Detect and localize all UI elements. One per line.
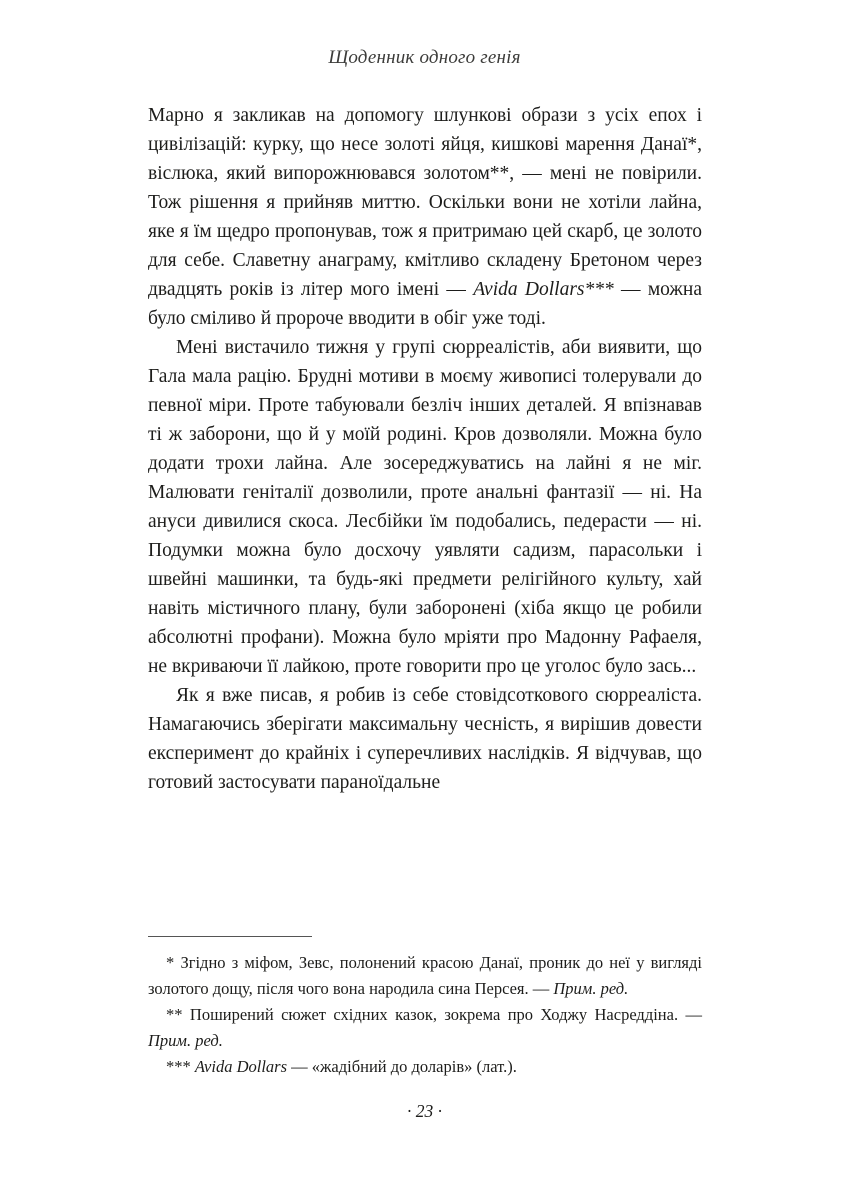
paragraph	[148, 333, 702, 681]
text-segment: — «жадібний до доларів» (лат.).	[287, 1057, 517, 1076]
footnote	[148, 1054, 702, 1080]
text-segment: ** Поширений сюжет східних казок, зокрема про Ходжу Насреддіна. —	[166, 1005, 702, 1024]
text-segment: Мені вистачило тижня у групі сюрреалістів, аби виявити, що Гала мала рацію. Брудні мотиви в моєму живописі толерували до певної міри. Проте табуювали безліч інших деталей. Я впізнавав ті ж заборони, що й у моїй родині. Кров дозволяли. Можна було додати трохи лайна. Але зосереджуватись на лайні я не міг. Малювати геніталії дозволили, проте анальні фантазії — ні. На ануси дивилися скоса. Лесбійки їм подобались, педерасти — ні. Подумки можна було досхочу уявляти садизм, парасольки і швейні машинки, та будь-які предмети релігійного культу, хай навіть містичного плану, були заборонені (хіба якщо це робили абсолютні профани). Можна було мріяти про Мадонну Рафаеля, не вкриваючи її лайкою, проте говорити про це уголос було зась...	[148, 337, 702, 677]
text-segment-italic: Avida Dollars	[194, 1057, 288, 1076]
text-segment: Марно я закликав на допомогу шлункові образи з усіх епох і цивілізацій: курку, що несе золоті яйця, кишкові марення Данаї*, віслюка, який випорожнювався золотом**, — мені не повірили. Тож рішення я прийняв миттю. Оскільки вони не хотіли лайна, яке я їм щедро пропонував, тож я притримаю цей скарб, це золото для себе. Славетну анаграму, кмітливо складену Бретоном через двадцять років із літер мого імені —	[148, 105, 702, 300]
footnote-separator	[148, 936, 312, 937]
text-segment-italic: Прим. ред.	[553, 979, 629, 998]
text-segment: Як я вже писав, я робив із себе стовідсоткового сюрреаліста. Намагаючись зберігати максимальну чесність, я вирішив довести експеримент до крайніх і суперечливих наслідків. Я відчував, що готовий застосувати параноїдальне	[148, 685, 702, 793]
running-header: Щоденник одного генія	[328, 47, 521, 68]
text-segment: * Згідно з міфом, Зевс, полонений красою Данаї, проник до неї у вигляді золотого дощу, після чого вона народила сина Персея. —	[148, 953, 702, 998]
footnotes-section	[148, 936, 702, 1080]
page-number: · 23 ·	[407, 1101, 442, 1121]
text-segment-italic: Avida Dollars***	[473, 279, 614, 300]
text-segment-italic: Прим. ред.	[148, 1031, 223, 1050]
body-text	[148, 101, 702, 797]
footnote	[148, 950, 702, 1002]
paragraph	[148, 681, 702, 797]
paragraph	[148, 101, 702, 333]
text-segment: ***	[166, 1057, 195, 1076]
footnote	[148, 1002, 702, 1054]
text-segment: — можна було сміливо й пророче вводити в обіг уже тоді.	[148, 279, 702, 329]
